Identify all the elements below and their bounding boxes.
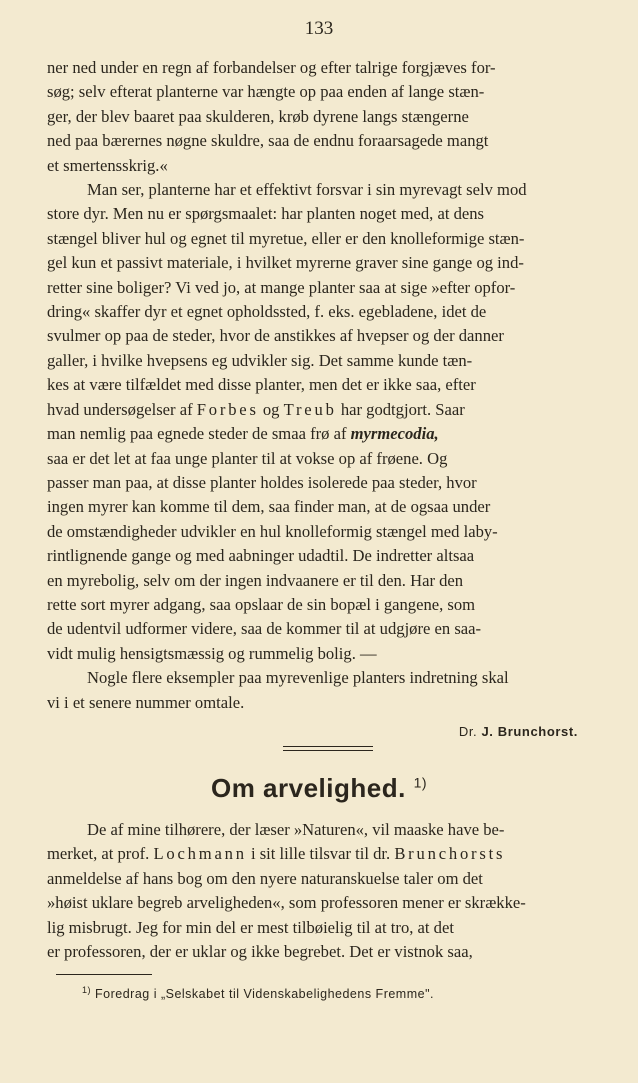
author-signature xyxy=(459,724,578,739)
text-line: store dyr. Men nu er spørgsmaalet: har planten noget med, at dens xyxy=(47,204,485,224)
text-line: lig misbrugt. Jeg for min del er mest tilbøielig til at tro, at det xyxy=(47,917,454,937)
signature-name: J. Brunchorst. xyxy=(481,724,578,739)
text-line: anmeldelse af hans bog om den nyere naturanskuelse taler om det xyxy=(47,868,483,888)
text-line: vi i et senere nummer omtale. xyxy=(47,692,245,712)
author-name-lochmann: Lochmann xyxy=(153,844,247,864)
text-line: galler, i hvilke hvepsens eg udvikler sig. Det samme kunde tæn- xyxy=(47,350,473,370)
paragraph-3 xyxy=(47,666,609,715)
text-span: hvad undersøgelser af xyxy=(47,399,197,419)
text-span: merket, at prof. xyxy=(47,844,154,864)
text-line: ger, der blev baaret paa skulderen, krøb dyrene langs stængerne xyxy=(47,106,469,126)
text-line: De af mine tilhørere, der læser »Naturen«, vil maaske have be- xyxy=(87,820,505,839)
text-line: rintlignende gange og med aabninger udadtil. De indretter altsaa xyxy=(47,546,475,566)
paragraph-2 xyxy=(47,178,609,666)
signature-title: Dr. xyxy=(458,724,478,739)
author-name-forbes: Forbes xyxy=(196,399,259,419)
text-line: de omstændigheder udvikler en hul knolleformig stængel med laby- xyxy=(47,521,498,541)
text-line: passer man paa, at disse planter holdes isolerede paa steder, hvor xyxy=(47,472,477,492)
section-divider xyxy=(283,746,373,751)
text-line: rette sort myrer adgang, saa opslaar de sin bopæl i gangene, som xyxy=(47,594,476,614)
footnote-reference: 1) xyxy=(413,774,428,791)
text-line: Man ser, planterne har et effektivt forsvar i sin myrevagt selv mod xyxy=(87,180,527,200)
author-name-treub: Treub xyxy=(283,399,337,419)
text-span: man nemlig paa egnede steder de smaa frø af xyxy=(47,424,351,444)
footnote xyxy=(82,985,602,1001)
text-line: Nogle flere eksempler paa myrevenlige planters indretning skal xyxy=(87,668,509,688)
species-name: myrmecodia, xyxy=(350,424,439,444)
paragraph-1 xyxy=(47,56,609,178)
text-line: et smertensskrig.« xyxy=(47,155,168,175)
footnote-mark: 1) xyxy=(82,985,92,995)
text-line: svulmer op paa de steder, hvor de anstikkes af hvepser og der danner xyxy=(47,326,504,346)
text-line: ner ned under en regn af forbandelser og efter talrige forgjæves for- xyxy=(47,58,496,77)
text-span: i sit lille tilsvar til dr. xyxy=(246,844,395,864)
text-line xyxy=(47,842,609,866)
text-line: saa er det let at faa unge planter til at vokse op af frøene. Og xyxy=(47,448,448,468)
article-continuation xyxy=(47,56,609,715)
text-line: retter sine boliger? Vi ved jo, at mange planter saa at sige »efter opfor- xyxy=(47,277,516,297)
article-title-text: Om arvelighed. xyxy=(210,773,406,803)
article-title xyxy=(0,773,638,804)
text-span: har godtgjort. Saar xyxy=(336,399,465,419)
footnote-divider xyxy=(56,974,152,975)
text-line: vidt mulig hensigtsmæssig og rummelig bolig. — xyxy=(47,643,377,663)
text-line: søg; selv efterat planterne var hængte op paa enden af lange stæn- xyxy=(47,82,485,102)
text-line: kes at være tilfældet med disse planter, men det er ikke saa, efter xyxy=(47,375,476,395)
footnote-text: Foredrag i „Selskabet til Videnskabelighedens Fremme". xyxy=(95,987,434,1002)
text-line: de udentvil udformer videre, saa de kommer til at udgjøre en saa- xyxy=(47,619,482,639)
text-span: og xyxy=(258,399,284,419)
text-line: en myrebolig, selv om der ingen indvaanere er til den. Har den xyxy=(47,570,464,590)
text-line xyxy=(47,398,609,422)
text-line: stængel bliver hul og egnet til myretue, eller er den knolleformige stæn- xyxy=(47,228,525,248)
text-line xyxy=(47,422,609,446)
text-line: gel kun et passivt materiale, i hvilket myrerne graver sine gange og ind- xyxy=(47,253,524,273)
page-number: 133 xyxy=(304,18,334,39)
text-line: er professoren, der er uklar og ikke begrebet. Det er vistnok saa, xyxy=(47,942,473,962)
text-line: »høist uklare begreb arveligheden«, som professoren mener er skrække- xyxy=(47,893,526,913)
text-line: dring« skaffer dyr et egnet opholdssted, f. eks. egebladene, idet de xyxy=(47,302,487,322)
text-line: ned paa bærernes nøgne skuldre, saa de endnu foraarsagede mangt xyxy=(47,131,489,151)
article-body xyxy=(47,818,609,964)
author-name-brunchorst: Brunchorsts xyxy=(394,844,506,864)
text-line: ingen myrer kan komme til dem, saa finder man, at de ogsaa under xyxy=(47,497,491,517)
